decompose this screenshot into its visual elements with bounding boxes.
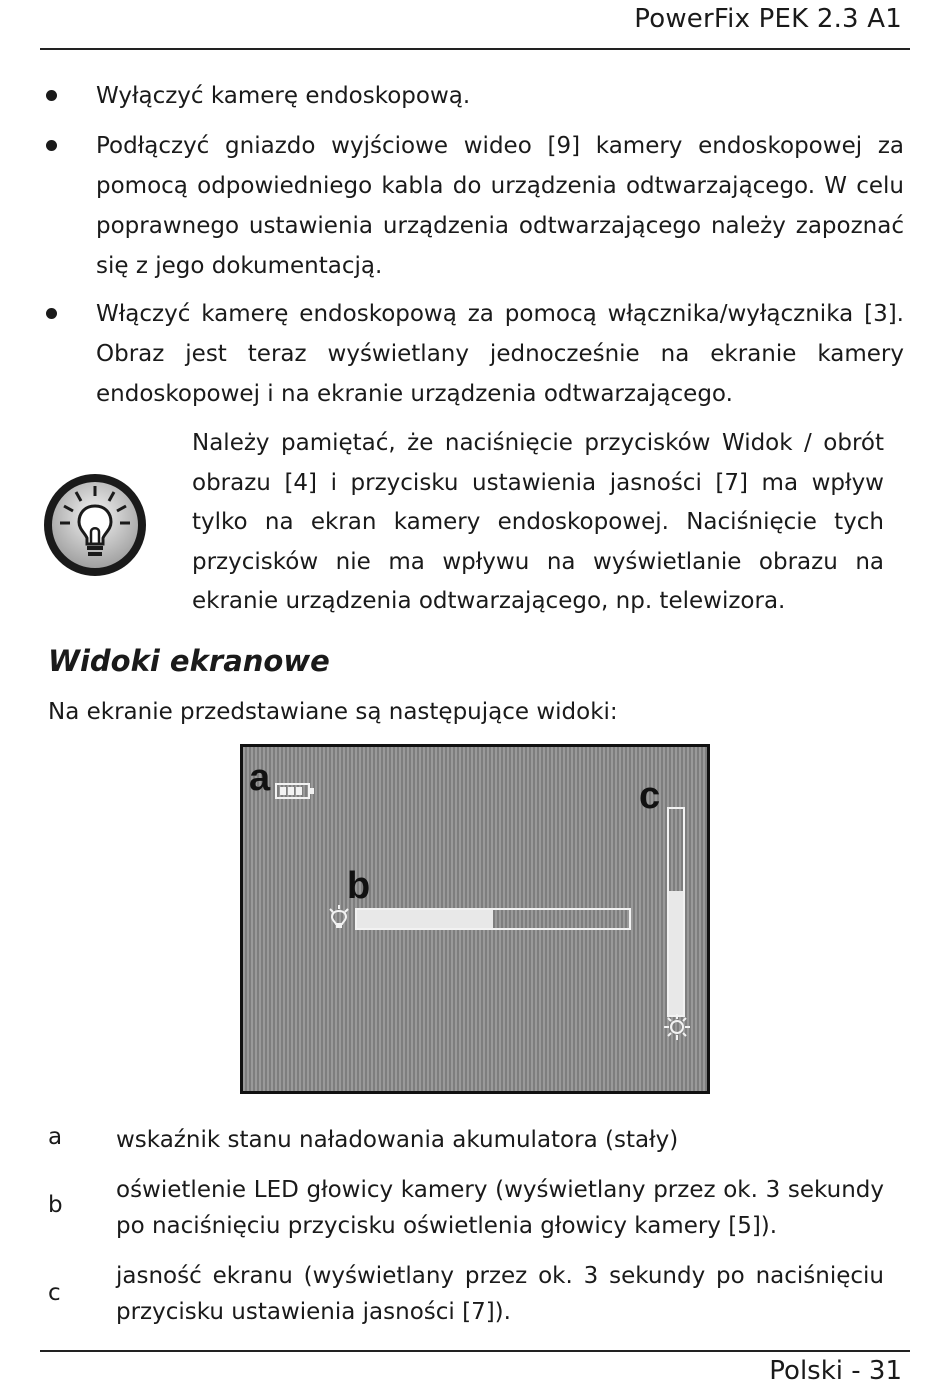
footer-divider xyxy=(40,1350,910,1352)
legend-text: oświetlenie LED głowicy kamery (wyświetlany przez ok. 3 sekundy po naciśnięciu przycisku oświetlenia głowicy kamery [5]). xyxy=(116,1177,884,1239)
legend-text: jasność ekranu (wyświetlany przez ok. 3 sekundy po naciśnięciu przycisku ustawienia jasności [7]). xyxy=(116,1263,884,1325)
legend-text: wskaźnik stanu naładowania akumulatora (stały) xyxy=(116,1127,679,1153)
led-level-fill xyxy=(357,910,493,928)
bullet-text: Wyłączyć kamerę endoskopową. xyxy=(96,83,471,109)
screen-views-figure xyxy=(240,744,710,1094)
figure-label-c: c xyxy=(639,775,661,817)
bullet-text: Podłączyć gniazdo wyjściowe wideo [9] kamery endoskopowej za pomocą odpowiedniego kabla do urządzenia odtwarzającego. W celu poprawnego ustawienia urządzenia odtwarzającego należy zapoznać się z jego dokumentacją. xyxy=(96,133,904,279)
led-level-bar xyxy=(355,908,631,930)
section-intro: Na ekranie przedstawiane są następujące widoki: xyxy=(48,699,618,725)
figure-label-a: a xyxy=(249,757,271,799)
sun-icon xyxy=(663,1013,691,1041)
page-number: Polski - 31 xyxy=(769,1356,902,1386)
lightbulb-icon xyxy=(42,472,148,578)
bullet-dot xyxy=(46,308,57,319)
legend-letter: a xyxy=(48,1124,63,1150)
bullet-text: Włączyć kamerę endoskopową za pomocą włącznika/wyłącznika [3]. Obraz jest teraz wyświetlany jednocześnie na ekranie kamery endoskopowej i na ekranie urządzenia odtwarzającego. xyxy=(96,301,904,407)
figure-label-b: b xyxy=(347,865,371,907)
screen-brightness-fill xyxy=(669,891,683,1015)
header-divider xyxy=(40,48,910,50)
bullet-dot xyxy=(46,90,57,101)
screen-brightness-bar xyxy=(667,807,685,1017)
bullet-dot xyxy=(46,140,57,151)
section-title: Widoki ekranowe xyxy=(48,644,330,678)
header-title: PowerFix PEK 2.3 A1 xyxy=(634,4,902,34)
legend-letter: b xyxy=(48,1192,63,1218)
note-text: Należy pamiętać, że naciśnięcie przycisków Widok / obrót obrazu [4] i przycisku ustawienia jasności [7] ma wpływ tylko na ekran kamery endoskopowej. Naciśnięcie tych przycisków nie ma wpływu na wyświetlanie obrazu na ekranie urządzenia odtwarzającego, np. telewizora. xyxy=(192,430,884,614)
led-light-icon xyxy=(327,905,351,931)
battery-icon xyxy=(275,783,315,799)
legend-letter: c xyxy=(48,1280,61,1306)
